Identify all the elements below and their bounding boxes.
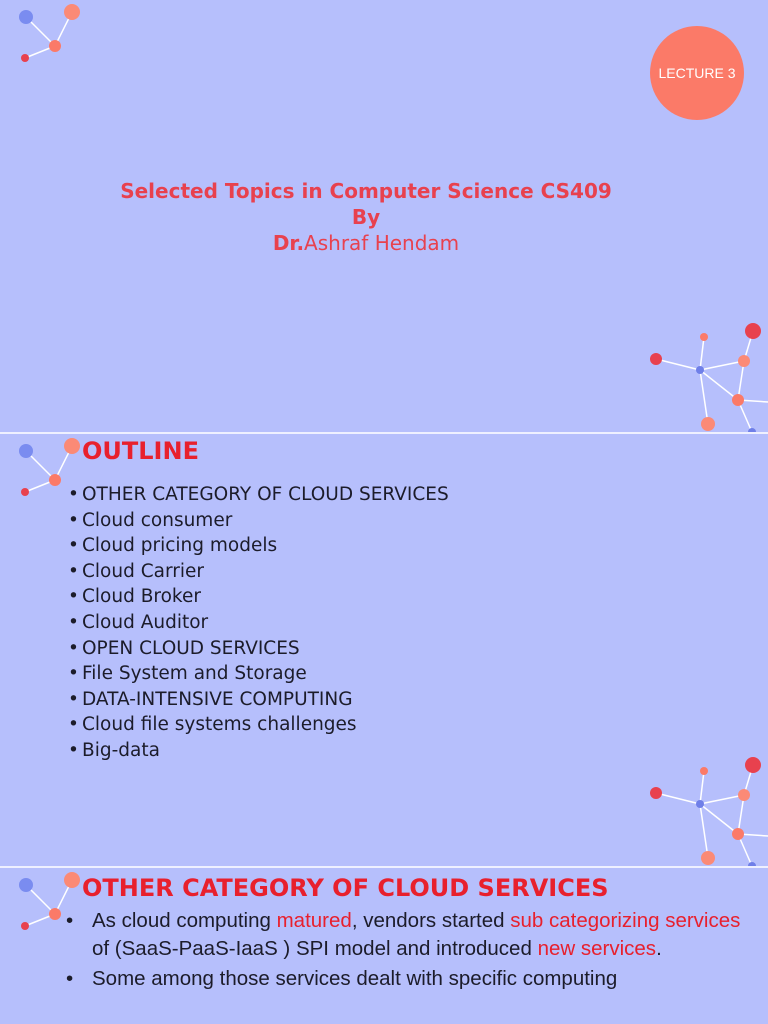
list-item: • OPEN CLOUD SERVICES: [68, 637, 300, 659]
bullet-item: • As cloud computing matured, vendors started sub categorizing services of (SaaS-PaaS-IaaS ) SPI model and introduced new services.: [66, 909, 741, 960]
section-title: OTHER CATEGORY OF CLOUD SERVICES: [82, 874, 609, 902]
bullet-text: of (SaaS-PaaS-IaaS ) SPI model and introduced: [92, 937, 538, 960]
list-item: • OTHER CATEGORY OF CLOUD SERVICES: [68, 484, 449, 505]
outline-title: OUTLINE: [82, 437, 199, 465]
lecture-badge: LECTURE 3: [650, 26, 744, 120]
list-item-text: DATA-INTENSIVE COMPUTING: [82, 688, 353, 710]
list-item: • Cloud pricing models: [68, 535, 278, 557]
list-item-text: OTHER CATEGORY OF CLOUD SERVICES: [82, 484, 449, 505]
list-item: • Cloud Auditor: [68, 611, 209, 633]
list-item-text: Cloud Broker: [82, 586, 201, 608]
list-item: • Big-data: [68, 739, 160, 761]
bullet-text: .: [656, 937, 662, 960]
list-item-text: File System and Storage: [82, 663, 307, 685]
bullet-text: , vendors started: [351, 909, 511, 932]
network-decoration-bottom-right: [640, 752, 768, 866]
bullet-list: [66, 907, 756, 995]
list-item-text: Cloud Carrier: [82, 560, 204, 582]
list-item: • Cloud consumer: [68, 509, 233, 531]
course-title: Selected Topics in Computer Science CS409: [120, 179, 612, 203]
list-item: • DATA-INTENSIVE COMPUTING: [68, 688, 353, 710]
list-item-text: Cloud Auditor: [82, 611, 209, 633]
list-item-text: Cloud pricing models: [82, 535, 278, 557]
network-decoration-top-left: [10, 0, 90, 70]
author-prefix: Dr.: [272, 231, 305, 255]
list-item-text: Cloud consumer: [82, 509, 233, 531]
highlight-text: sub categorizing services: [510, 909, 741, 932]
bullet-text: As cloud computing: [92, 909, 277, 932]
network-decoration-bottom-right: [640, 318, 768, 432]
list-item-text: Cloud file systems challenges: [82, 714, 357, 736]
list-item-text: Big-data: [82, 739, 160, 761]
slide-title: [0, 0, 768, 432]
list-item: • Cloud Broker: [68, 586, 201, 608]
highlight-text: matured: [276, 909, 352, 932]
bullet-text: Some among those services dealt with specific computing: [92, 967, 618, 990]
highlight-text: new services: [537, 937, 657, 960]
outline-list: [68, 482, 449, 764]
by-label: By: [351, 205, 381, 229]
slide-title-text: [0, 178, 732, 256]
list-item: • File System and Storage: [68, 663, 307, 685]
author-line: [0, 230, 732, 256]
author-name: Ashraf Hendam: [304, 231, 460, 255]
list-item: • Cloud file systems challenges: [68, 714, 357, 736]
list-item-text: OPEN CLOUD SERVICES: [82, 637, 300, 659]
bullet-item: • Some among those services dealt with specific computing: [66, 967, 618, 990]
list-item: • Cloud Carrier: [68, 560, 204, 582]
